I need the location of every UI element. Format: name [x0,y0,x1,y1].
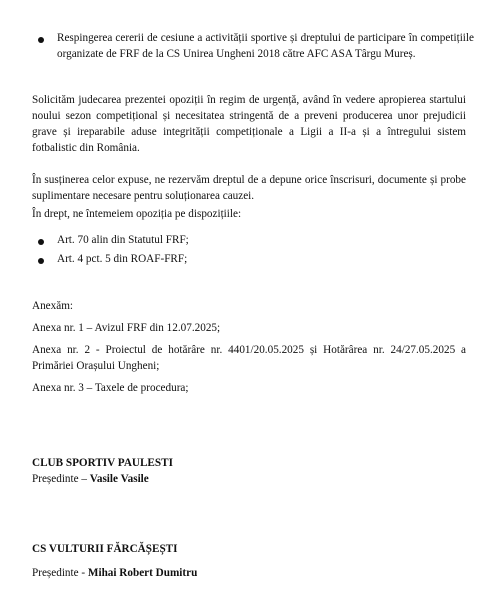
bullet-dot [38,239,44,245]
annex-item-1: Anexa nr. 1 – Avizul FRF din 12.07.2025; [32,322,221,334]
paragraph-in-drept: În drept, ne întemeiem opoziția pe dispozițiile: [32,208,242,220]
signatory-name: Mihai Robert Dumitru [87,567,198,579]
bullet-dot [38,37,44,43]
legal-bullet-roaf: Art. 4 pct. 5 din ROAF-FRF; [57,253,188,265]
signatory-line-vulturii [32,565,466,581]
signatory-club-vulturii: CS VULTURII FĂRCĂȘEȘTI [32,543,178,555]
annex-item-3: Anexa nr. 3 – Taxele de procedura; [32,382,189,394]
annexes-heading: Anexăm: [32,300,74,312]
signatory-role: Președinte – [32,473,90,485]
paragraph-urgenta: Solicităm judecarea prezentei opoziții în regim de urgență, având în vedere apropierea startului noului sezon competițional și necesitatea stringentă de a preveni producerea unor prejudicii grave și ireparabile aduse integrității competiționale a Ligii a II-a și a întregului sistem fotbalistic din România. [32,94,466,154]
signatory-name: Vasile Vasile [89,473,149,485]
bullet-dot [38,258,44,264]
paragraph-sustinere: În susținerea celor expuse, ne rezervăm dreptul de a depune orice înscrisuri, documente și probe suplimentare necesare pentru soluționarea cauzei. [32,174,466,202]
bullet-text-cesiune: Respingerea cererii de cesiune a activității sportive și dreptului de participare în competițiile organizate de FRF de la CS Unirea Ungheni 2018 către AFC ASA Târgu Mureș. [57,32,474,60]
signatory-role: Președinte - [32,567,88,579]
signatory-line-paulesti [32,471,466,487]
annex-item-2: Anexa nr. 2 - Proiectul de hotărâre nr. 4401/20.05.2025 și Hotărârea nr. 24/27.05.2025 a Primăriei Orașului Ungheni; [32,344,466,372]
legal-bullet-statut: Art. 70 alin din Statutul FRF; [57,234,189,246]
signatory-club-paulesti: CLUB SPORTIV PAULESTI [32,457,173,469]
